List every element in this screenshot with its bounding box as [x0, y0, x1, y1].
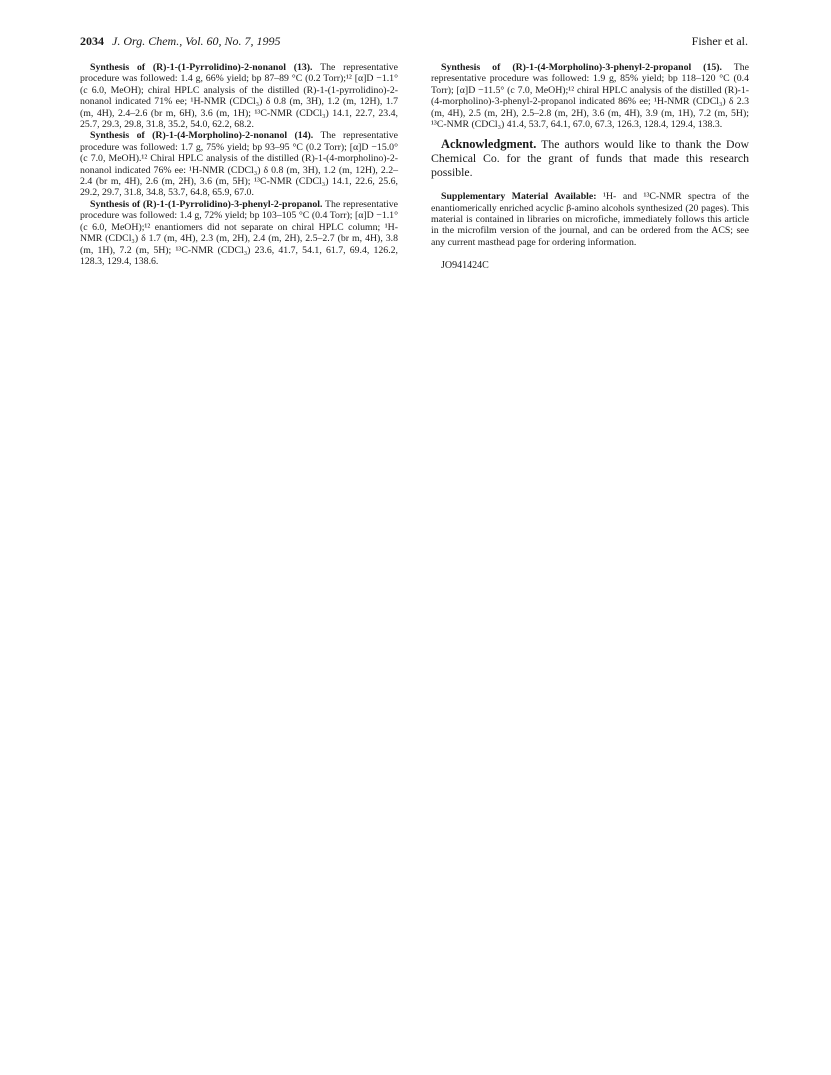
synthesis-pyrrolidino-phenyl-body: The representative procedure was followed: 1.4 g, 72% yield; bp 103–105 °C (0.4 Torr); [α]D −1.1° (c 6.0, MeOH);¹² enantiomers did not separate on chiral HPLC column; ¹H-NMR (CDCl₃) δ 1.7 (m, 4H), 2.3 (m, 2H), 2.4 (m, 2H), 2.5–2.7 (br m, 4H), 3.8 (m, 1H), 7.2 (m, 5H); ¹³C-NMR (CDCl₃) 23.6, 41.7, 54.1, 61.7, 69.4, 126.2, 128.3, 129.4, 138.6. [80, 198, 398, 267]
running-authors: Fisher et al. [691, 34, 748, 48]
manuscript-code: JO941424C [441, 260, 489, 272]
supplementary-heading: Supplementary Material Available: [441, 191, 597, 203]
page-header [80, 34, 748, 50]
synthesis-15-heading: Synthesis of (R)-1-(4-Morpholino)-3-phenyl-2-propanol (15). [441, 62, 722, 73]
synthesis-13-body: The representative procedure was followed: 1.4 g, 66% yield; bp 87–89 °C (0.2 Torr);¹² [α]D −1.1° (c 6.0, MeOH); chiral HPLC analysis of the distilled (R)-1-(1-pyrrolidino)-2-nonanol indicated 71% ee; ¹H-NMR (CDCl₃) δ 0.8 (m, 3H), 1.2 (m, 12H), 1.7 (m, 4H), 2.4–2.6 (br m, 6H), 3.6 (m, 1H); ¹³C-NMR (CDCl₃) 14.1, 22.7, 23.4, 25.7, 29.3, 29.8, 31.8, 35.2, 54.0, 62.2, 68.2. [80, 62, 399, 131]
acknowledgment-body: The authors would like to thank the Dow Chemical Co. for the grant of funds that made this research possible. [431, 137, 749, 179]
acknowledgment-paragraph [431, 138, 749, 179]
supplementary-paragraph [431, 191, 749, 248]
synthesis-13-heading: Synthesis of (R)-1-(1-Pyrrolidino)-2-nonanol (13). [90, 62, 313, 73]
supplementary-body: ¹H- and ¹³C-NMR spectra of the enantiomerically enriched acyclic β-amino alcohols synthesized (20 pages). This material is contained in libraries on microfiche, immediately follows this article in the microfilm version of the journal, and can be ordered from the ACS; see any current masthead page for ordering information. [431, 191, 749, 248]
journal-citation: J. Org. Chem., Vol. 60, No. 7, 1995 [112, 34, 281, 48]
synthesis-14-heading: Synthesis of (R)-1-(4-Morpholino)-2-nonanol (14). [90, 130, 314, 142]
synthesis-14-body: The representative procedure was followed: 1.7 g, 75% yield; bp 93–95 °C (0.2 Torr); [α]D −15.0° (c 7.0, MeOH).¹² Chiral HPLC analysis of the distilled (R)-1-(4-morpholino)-2-nonanol indicated 76% ee: ¹H-NMR (CDCl₃) δ 0.8 (m, 3H), 1.2 (m, 12H), 2.2–2.4 (br m, 4H), 2.6 (m, 2H), 3.6 (m, 5H); ¹³C-NMR (CDCl₃) 14.1, 22.6, 25.6, 29.2, 29.7, 31.8, 34.8, 53.7, 64.8, 65.9, 67.0. [80, 130, 398, 199]
right-column [431, 62, 749, 272]
acknowledgment-heading: Acknowledgment. [441, 137, 537, 152]
synthesis-13-paragraph [80, 62, 398, 130]
page-number: 2034 [80, 34, 104, 48]
synthesis-pyrrolidino-phenyl-paragraph [80, 199, 398, 267]
left-column [80, 62, 398, 267]
synthesis-15-paragraph [431, 62, 749, 130]
synthesis-15-body: The representative procedure was followed: 1.9 g, 85% yield; bp 118–120 °C (0.4 Torr); [α]D −11.5° (c 7.0, MeOH);¹² chiral HPLC analysis of the distilled (R)-1-(4-morpholino)-3-phenyl-2-propanol indicated 86% ee; ¹H-NMR (CDCl₃) δ 2.3 (m, 4H), 2.5 (m, 2H), 2.5–2.8 (m, 2H), 3.6 (m, 4H), 3.9 (m, 1H), 7.2 (m, 5H); ¹³C-NMR (CDCl₃) 41.4, 53.7, 64.1, 67.0, 67.3, 126.3, 128.4, 129.4, 138.3. [431, 62, 749, 131]
synthesis-14-paragraph [80, 130, 398, 198]
synthesis-pyrrolidino-phenyl-heading: Synthesis of (R)-1-(1-Pyrrolidino)-3-phenyl-2-propanol. [90, 198, 323, 210]
